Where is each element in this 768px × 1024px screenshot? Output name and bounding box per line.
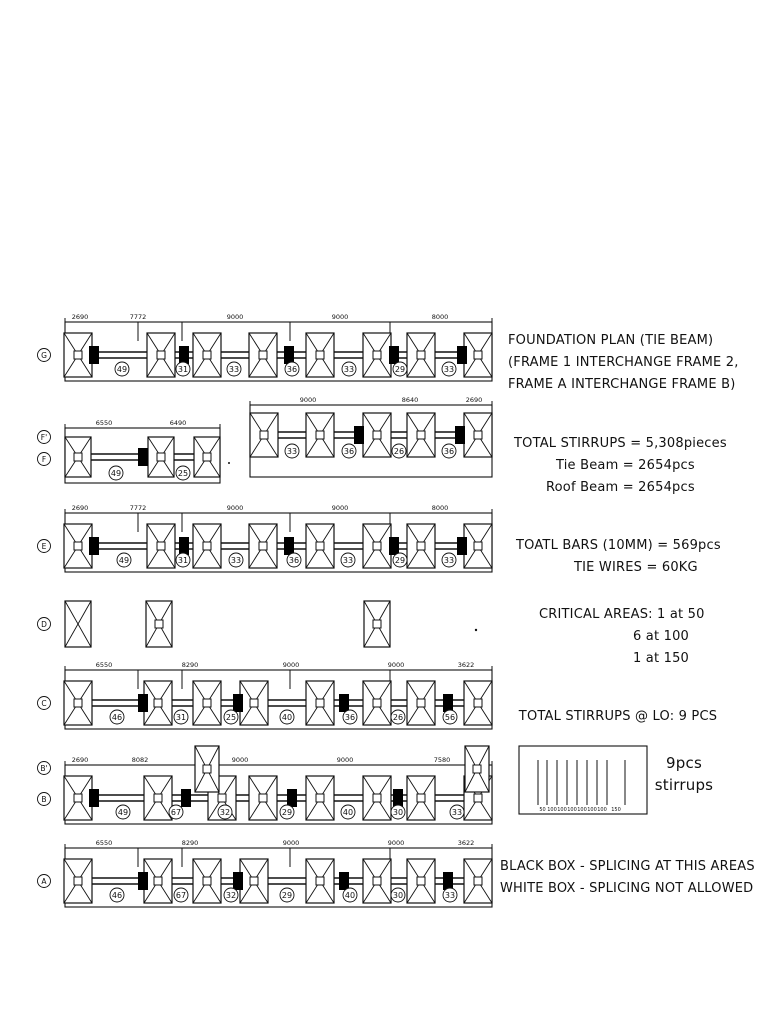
bar-count-label: 36 bbox=[288, 556, 300, 565]
bar-count-label: 26 bbox=[392, 713, 404, 722]
column-pedestal bbox=[474, 431, 482, 439]
stirrup-spacing-label: 100 bbox=[567, 807, 577, 813]
splice-black-box bbox=[89, 789, 99, 807]
column-pedestal bbox=[157, 453, 165, 461]
stirrup-spacing-label: 100 bbox=[577, 807, 587, 813]
dimension-value: 9000 bbox=[387, 661, 405, 669]
tie-beam-note: Tie Beam = 2654pcs bbox=[556, 458, 695, 473]
dimension-value: 6550 bbox=[95, 839, 113, 847]
dimension-value: 9000 bbox=[336, 756, 354, 764]
dimension-value: 8082 bbox=[131, 756, 149, 764]
bar-count-label: 29 bbox=[394, 365, 406, 374]
column-pedestal bbox=[417, 794, 425, 802]
column-pedestal bbox=[373, 431, 381, 439]
splice-black-box bbox=[89, 346, 99, 364]
splice-black-box bbox=[233, 872, 243, 890]
bar-count-label: 31 bbox=[177, 365, 189, 374]
column-pedestal bbox=[373, 351, 381, 359]
dimension-value: 9000 bbox=[231, 756, 249, 764]
column-pedestal bbox=[316, 351, 324, 359]
dimension-value: 2690 bbox=[465, 396, 483, 404]
splice-black-box bbox=[339, 694, 349, 712]
column-pedestal bbox=[203, 542, 211, 550]
plan-title-block bbox=[508, 330, 739, 396]
column-pedestal bbox=[474, 794, 482, 802]
column-pedestal bbox=[203, 453, 211, 461]
splice-black-box bbox=[389, 346, 399, 364]
bar-count-label: 32 bbox=[219, 808, 231, 817]
dimension-value: 7772 bbox=[129, 313, 147, 321]
dimension-value: 9000 bbox=[282, 839, 300, 847]
bar-count-label: 33 bbox=[228, 365, 240, 374]
legend-white-box: WHITE BOX - SPLICING NOT ALLOWED bbox=[500, 881, 754, 896]
splice-black-box bbox=[284, 346, 294, 364]
splice-black-box bbox=[284, 537, 294, 555]
bar-count-label: 67 bbox=[170, 808, 182, 817]
bar-count-label: 40 bbox=[344, 891, 356, 900]
critical-areas-line-1: CRITICAL AREAS: 1 at 50 bbox=[539, 607, 705, 622]
splice-black-box bbox=[354, 426, 364, 444]
splice-black-box bbox=[393, 789, 403, 807]
column-pedestal bbox=[316, 699, 324, 707]
column-pedestal bbox=[74, 794, 82, 802]
splice-black-box bbox=[455, 426, 465, 444]
bar-count-label: 49 bbox=[110, 469, 122, 478]
splice-black-box bbox=[443, 872, 453, 890]
dimension-value: 3622 bbox=[457, 661, 475, 669]
bars-totals-block bbox=[508, 535, 728, 579]
roof-beam-note: Roof Beam = 2654pcs bbox=[546, 480, 695, 495]
bar-count-label: 33 bbox=[443, 365, 455, 374]
critical-areas-block bbox=[508, 604, 728, 670]
bar-count-label: 25 bbox=[177, 469, 189, 478]
splice-black-box bbox=[138, 694, 148, 712]
bar-count-label: 33 bbox=[443, 556, 455, 565]
dimension-value: 9000 bbox=[331, 313, 349, 321]
bar-count-label: 67 bbox=[175, 891, 187, 900]
column-pedestal bbox=[203, 351, 211, 359]
bar-count-label: 36 bbox=[286, 365, 298, 374]
splice-black-box bbox=[138, 448, 148, 466]
bar-count-label: 46 bbox=[111, 891, 123, 900]
bar-count-label: 46 bbox=[111, 713, 123, 722]
column-pedestal bbox=[203, 765, 211, 773]
stirrup-spacing-label: 50 bbox=[539, 807, 546, 813]
lo-stirrups-block bbox=[508, 706, 728, 728]
column-pedestal bbox=[417, 877, 425, 885]
column-pedestal bbox=[74, 877, 82, 885]
stirrup-spacing-label: 100 bbox=[597, 807, 607, 813]
splicing-legend bbox=[500, 856, 755, 900]
splice-black-box bbox=[339, 872, 349, 890]
splice-black-box bbox=[389, 537, 399, 555]
bar-count-label: 36 bbox=[343, 447, 355, 456]
column-pedestal bbox=[203, 877, 211, 885]
grid-bubble-label: G bbox=[41, 351, 47, 360]
splice-black-box bbox=[457, 537, 467, 555]
legend-black-box: BLACK BOX - SPLICING AT THIS AREAS bbox=[500, 859, 755, 874]
dimension-value: 2690 bbox=[71, 504, 89, 512]
bar-count-label: 31 bbox=[177, 556, 189, 565]
splice-black-box bbox=[181, 789, 191, 807]
column-pedestal bbox=[316, 877, 324, 885]
bar-count-label: 56 bbox=[444, 713, 456, 722]
column-pedestal bbox=[474, 877, 482, 885]
column-pedestal bbox=[259, 794, 267, 802]
stirrup-spacing-label: 100 bbox=[557, 807, 567, 813]
stirrup-spacing-label: 100 bbox=[587, 807, 597, 813]
dimension-value: 8000 bbox=[431, 504, 449, 512]
bar-count-label: 26 bbox=[393, 447, 405, 456]
plan-title-line-2: (FRAME 1 INTERCHANGE FRAME 2, bbox=[508, 355, 739, 370]
grid-bubble-label: B bbox=[41, 795, 47, 804]
bar-count-label: 32 bbox=[225, 891, 237, 900]
grid-bubble-label: D bbox=[41, 620, 47, 629]
dimension-value: 3622 bbox=[457, 839, 475, 847]
plan-title-line-1: FOUNDATION PLAN (TIE BEAM) bbox=[508, 333, 714, 348]
splice-black-box bbox=[179, 537, 189, 555]
splice-black-box bbox=[457, 346, 467, 364]
bar-count-label: 33 bbox=[230, 556, 242, 565]
dimension-value: 2690 bbox=[71, 756, 89, 764]
dimension-value: 6550 bbox=[95, 419, 113, 427]
bar-count-label: 29 bbox=[394, 556, 406, 565]
column-pedestal bbox=[74, 453, 82, 461]
splice-black-box bbox=[233, 694, 243, 712]
grid-bubble-label: F bbox=[41, 455, 47, 464]
bar-count-label: 33 bbox=[451, 808, 463, 817]
column-pedestal bbox=[316, 431, 324, 439]
bar-count-label: 36 bbox=[344, 713, 356, 722]
column-pedestal bbox=[474, 699, 482, 707]
column-pedestal bbox=[74, 699, 82, 707]
stirrup-spacing-label: 150 bbox=[611, 807, 621, 813]
column-pedestal bbox=[474, 351, 482, 359]
grid-bubble-label: B' bbox=[40, 764, 48, 773]
column-pedestal bbox=[373, 542, 381, 550]
stirrup-count-text: 9pcs bbox=[666, 754, 702, 772]
bar-count-label: 30 bbox=[392, 891, 404, 900]
bar-count-label: 29 bbox=[281, 891, 293, 900]
bar-count-label: 30 bbox=[392, 808, 404, 817]
bar-count-label: 33 bbox=[286, 447, 298, 456]
bar-count-label: 33 bbox=[342, 556, 354, 565]
column-pedestal bbox=[259, 351, 267, 359]
column-pedestal bbox=[250, 877, 258, 885]
bar-count-label: 29 bbox=[281, 808, 293, 817]
bar-count-label: 33 bbox=[343, 365, 355, 374]
total-stirrups-note: TOTAL STIRRUPS = 5,308pieces bbox=[514, 436, 727, 451]
dimension-value: 9000 bbox=[387, 839, 405, 847]
splice-black-box bbox=[89, 537, 99, 555]
column-pedestal bbox=[157, 351, 165, 359]
bar-count-label: 36 bbox=[443, 447, 455, 456]
stirrup-count-label bbox=[654, 752, 714, 796]
dimension-value: 7772 bbox=[129, 504, 147, 512]
column-pedestal bbox=[260, 431, 268, 439]
column-pedestal bbox=[74, 542, 82, 550]
bar-count-label: 40 bbox=[342, 808, 354, 817]
dimension-value: 9000 bbox=[226, 504, 244, 512]
dimension-value: 8000 bbox=[431, 313, 449, 321]
stirrup-spacing-label: 100 bbox=[547, 807, 557, 813]
column-pedestal bbox=[373, 699, 381, 707]
column-pedestal bbox=[417, 542, 425, 550]
bar-count-label: 33 bbox=[444, 891, 456, 900]
dimension-value: 8640 bbox=[401, 396, 419, 404]
total-bars-note: TOATL BARS (10MM) = 569pcs bbox=[516, 538, 721, 553]
bar-count-label: 31 bbox=[175, 713, 187, 722]
dimension-value: 8290 bbox=[181, 839, 199, 847]
marker-dot bbox=[228, 462, 230, 464]
column-pedestal bbox=[373, 620, 381, 628]
column-pedestal bbox=[154, 877, 162, 885]
bar-count-label: 49 bbox=[117, 808, 129, 817]
dimension-value: 6550 bbox=[95, 661, 113, 669]
column-pedestal bbox=[473, 765, 481, 773]
grid-bubble-label: A bbox=[41, 877, 47, 886]
column-pedestal bbox=[373, 794, 381, 802]
column-pedestal bbox=[203, 699, 211, 707]
column-pedestal bbox=[154, 699, 162, 707]
splice-black-box bbox=[443, 694, 453, 712]
column-pedestal bbox=[250, 699, 258, 707]
marker-dot bbox=[475, 629, 477, 631]
plan-title-line-3: FRAME A INTERCHANGE FRAME B) bbox=[508, 377, 736, 392]
column-pedestal bbox=[259, 542, 267, 550]
column-pedestal bbox=[417, 431, 425, 439]
column-pedestal bbox=[316, 794, 324, 802]
dimension-value: 2690 bbox=[71, 313, 89, 321]
column-pedestal bbox=[417, 351, 425, 359]
dimension-value: 7580 bbox=[433, 756, 451, 764]
column-pedestal bbox=[474, 542, 482, 550]
bar-count-label: 40 bbox=[281, 713, 293, 722]
column-pedestal bbox=[373, 877, 381, 885]
dimension-value: 8290 bbox=[181, 661, 199, 669]
lo-stirrups-note: TOTAL STIRRUPS @ LO: 9 PCS bbox=[518, 709, 718, 724]
column-pedestal bbox=[417, 699, 425, 707]
column-pedestal bbox=[154, 794, 162, 802]
splice-black-box bbox=[138, 872, 148, 890]
stirrup-totals-block bbox=[508, 433, 728, 499]
column-pedestal bbox=[218, 794, 226, 802]
grid-bubble-label: C bbox=[41, 699, 47, 708]
bar-count-label: 49 bbox=[116, 365, 128, 374]
column-pedestal bbox=[157, 542, 165, 550]
dimension-value: 6490 bbox=[169, 419, 187, 427]
splice-black-box bbox=[179, 346, 189, 364]
dimension-value: 9000 bbox=[331, 504, 349, 512]
splice-black-box bbox=[287, 789, 297, 807]
critical-areas-line-2: 6 at 100 bbox=[633, 629, 690, 644]
bar-count-label: 49 bbox=[118, 556, 130, 565]
bar-count-label: 25 bbox=[225, 713, 237, 722]
tie-wires-note: TIE WIRES = 60KG bbox=[574, 560, 698, 575]
stirrup-unit-text: stirrups bbox=[654, 776, 714, 794]
grid-bubble-label: E bbox=[41, 542, 47, 551]
dimension-value: 9000 bbox=[282, 661, 300, 669]
column-pedestal bbox=[316, 542, 324, 550]
dimension-value: 9000 bbox=[299, 396, 317, 404]
column-pedestal bbox=[74, 351, 82, 359]
dimension-value: 9000 bbox=[226, 313, 244, 321]
column-pedestal bbox=[155, 620, 163, 628]
critical-areas-line-3: 1 at 150 bbox=[633, 651, 690, 666]
grid-bubble-label: F' bbox=[40, 433, 48, 442]
